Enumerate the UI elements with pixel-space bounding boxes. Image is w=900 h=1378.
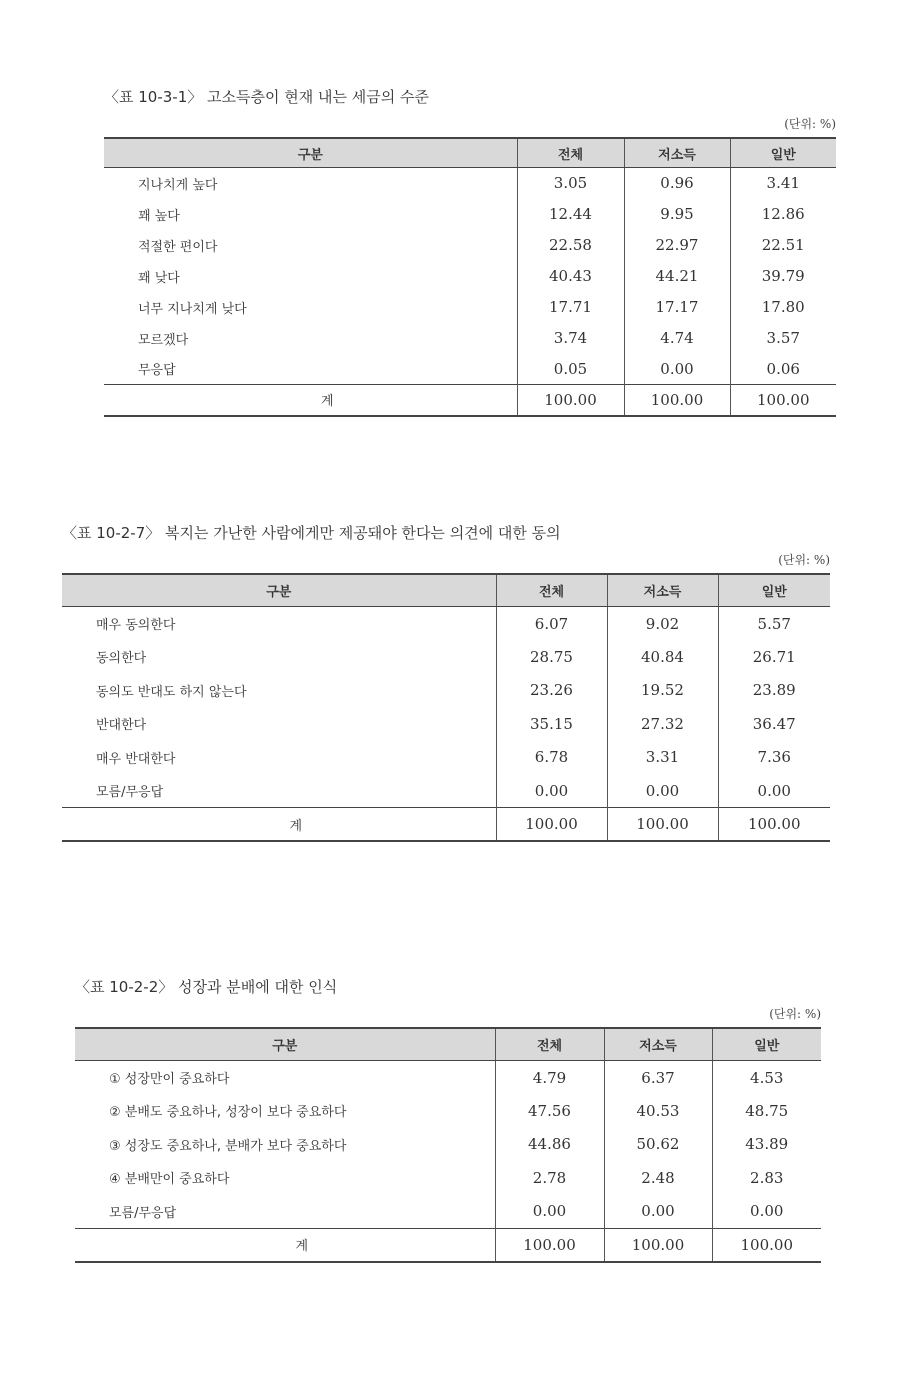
cell-low-income: 3.31 [607, 741, 718, 775]
cell-low-income: 40.84 [607, 640, 718, 674]
row-label: 동의한다 [96, 651, 147, 667]
table-section-10-3-1 [104, 86, 836, 417]
cell-general: 26.71 [718, 640, 830, 674]
cell-low-income: 4.74 [624, 323, 730, 354]
row-label: 모름/무응답 [109, 1205, 177, 1221]
cell-total: 47.56 [495, 1094, 604, 1128]
row-label: ① 성장만이 중요하다 [109, 1072, 230, 1087]
cell-low-income: 0.00 [607, 774, 718, 808]
table-total-row [104, 385, 836, 416]
cell-general: 12.86 [730, 199, 836, 230]
row-label: 모르겠다 [138, 332, 189, 348]
cell-total: 100.00 [517, 385, 624, 416]
cell-low-income: 0.96 [624, 168, 730, 199]
cell-low-income: 17.17 [624, 292, 730, 323]
table-section-10-2-2 [75, 976, 821, 1263]
cell-total: 22.58 [517, 230, 624, 261]
table-row [62, 741, 830, 775]
row-label: 매우 반대한다 [96, 751, 176, 767]
cell-general: 43.89 [712, 1128, 821, 1162]
cell-general: 23.89 [718, 674, 830, 708]
cell-total: 12.44 [517, 199, 624, 230]
header-general: 일반 [712, 1028, 821, 1061]
table-caption: 〈표 10-2-2〉 성장과 분배에 대한 인식 [75, 978, 338, 996]
row-label: 적절한 편이다 [138, 239, 218, 255]
unit-label: (단위: %) [784, 117, 836, 131]
cell-total: 2.78 [495, 1161, 604, 1195]
total-label: 계 [62, 808, 496, 842]
header-low-income: 저소득 [604, 1028, 712, 1061]
cell-total: 100.00 [495, 1228, 604, 1262]
table-row [104, 261, 836, 292]
table-total-row [75, 1228, 821, 1262]
cell-total: 40.43 [517, 261, 624, 292]
row-label: 꽤 높다 [138, 208, 180, 224]
cell-total: 17.71 [517, 292, 624, 323]
row-label: ④ 분배만이 중요하다 [109, 1172, 230, 1188]
table-total-row [62, 808, 830, 842]
cell-total: 0.00 [495, 1195, 604, 1229]
cell-general: 39.79 [730, 261, 836, 292]
cell-low-income: 9.95 [624, 199, 730, 230]
table-row [104, 323, 836, 354]
row-label: 반대한다 [96, 718, 147, 734]
cell-total: 23.26 [496, 674, 607, 708]
header-total: 전체 [496, 574, 607, 607]
cell-general: 36.47 [718, 707, 830, 741]
cell-low-income: 2.48 [604, 1161, 712, 1195]
table-section-10-2-7 [62, 522, 830, 842]
table-row [75, 1161, 821, 1195]
data-table [104, 137, 836, 417]
cell-low-income: 27.32 [607, 707, 718, 741]
cell-general: 3.41 [730, 168, 836, 199]
table-row [75, 1061, 821, 1095]
table-row [62, 707, 830, 741]
cell-general: 4.53 [712, 1061, 821, 1095]
table-row [62, 674, 830, 708]
cell-total: 28.75 [496, 640, 607, 674]
cell-low-income: 0.00 [604, 1195, 712, 1229]
row-label: 지나치게 높다 [138, 177, 218, 193]
header-total: 전체 [517, 138, 624, 168]
table-caption: 〈표 10-3-1〉 고소득층이 현재 내는 세금의 수준 [104, 88, 429, 106]
table-row [75, 1195, 821, 1229]
header-total: 전체 [495, 1028, 604, 1061]
row-label: 너무 지나치게 낮다 [138, 301, 247, 317]
cell-general: 100.00 [718, 808, 830, 842]
data-table [75, 1027, 821, 1263]
cell-general: 0.00 [712, 1195, 821, 1229]
cell-low-income: 22.97 [624, 230, 730, 261]
cell-low-income: 100.00 [607, 808, 718, 842]
unit-label: (단위: %) [769, 1007, 821, 1021]
table-caption: 〈표 10-2-7〉 복지는 가난한 사람에게만 제공돼야 한다는 의견에 대한 동의 [62, 524, 561, 542]
cell-general: 22.51 [730, 230, 836, 261]
cell-general: 100.00 [712, 1228, 821, 1262]
header-low-income: 저소득 [624, 138, 730, 168]
cell-low-income: 44.21 [624, 261, 730, 292]
cell-general: 0.00 [718, 774, 830, 808]
table-row [104, 168, 836, 199]
cell-total: 3.74 [517, 323, 624, 354]
row-label: 꽤 낮다 [138, 270, 180, 286]
cell-general: 2.83 [712, 1161, 821, 1195]
cell-total: 0.00 [496, 774, 607, 808]
cell-total: 6.78 [496, 741, 607, 775]
cell-total: 35.15 [496, 707, 607, 741]
cell-general: 17.80 [730, 292, 836, 323]
cell-total: 100.00 [496, 808, 607, 842]
row-label: 매우 동의한다 [96, 618, 176, 633]
header-general: 일반 [730, 138, 836, 168]
header-category: 구분 [75, 1028, 495, 1061]
table-row [104, 230, 836, 261]
cell-total: 0.05 [517, 354, 624, 385]
total-label: 계 [104, 385, 517, 416]
row-label: 무응답 [138, 363, 176, 379]
table-row [62, 640, 830, 674]
cell-low-income: 100.00 [604, 1228, 712, 1262]
cell-low-income: 40.53 [604, 1094, 712, 1128]
cell-general: 100.00 [730, 385, 836, 416]
table-header-row [104, 138, 836, 168]
unit-label: (단위: %) [778, 553, 830, 567]
data-table [62, 573, 830, 842]
header-general: 일반 [718, 574, 830, 607]
cell-general: 7.36 [718, 741, 830, 775]
row-label: ③ 성장도 중요하나, 분배가 보다 중요하다 [109, 1138, 347, 1154]
cell-general: 5.57 [718, 607, 830, 641]
table-row [62, 607, 830, 641]
cell-low-income: 100.00 [624, 385, 730, 416]
cell-general: 48.75 [712, 1094, 821, 1128]
table-row [104, 292, 836, 323]
table-header-row [62, 574, 830, 607]
header-low-income: 저소득 [607, 574, 718, 607]
cell-general: 0.06 [730, 354, 836, 385]
cell-low-income: 6.37 [604, 1061, 712, 1095]
total-label: 계 [75, 1228, 495, 1262]
cell-general: 3.57 [730, 323, 836, 354]
header-category: 구분 [104, 138, 517, 168]
cell-low-income: 19.52 [607, 674, 718, 708]
cell-low-income: 0.00 [624, 354, 730, 385]
cell-total: 4.79 [495, 1061, 604, 1095]
row-label: 모름/무응답 [96, 785, 164, 800]
header-category: 구분 [62, 574, 496, 607]
cell-total: 3.05 [517, 168, 624, 199]
cell-total: 6.07 [496, 607, 607, 641]
table-row [75, 1128, 821, 1162]
cell-low-income: 9.02 [607, 607, 718, 641]
cell-total: 44.86 [495, 1128, 604, 1162]
table-row [104, 199, 836, 230]
row-label: 동의도 반대도 하지 않는다 [96, 684, 247, 700]
table-header-row [75, 1028, 821, 1061]
cell-low-income: 50.62 [604, 1128, 712, 1162]
table-row [104, 354, 836, 385]
table-row [75, 1094, 821, 1128]
table-row [62, 774, 830, 808]
row-label: ② 분배도 중요하나, 성장이 보다 중요하다 [109, 1105, 347, 1121]
